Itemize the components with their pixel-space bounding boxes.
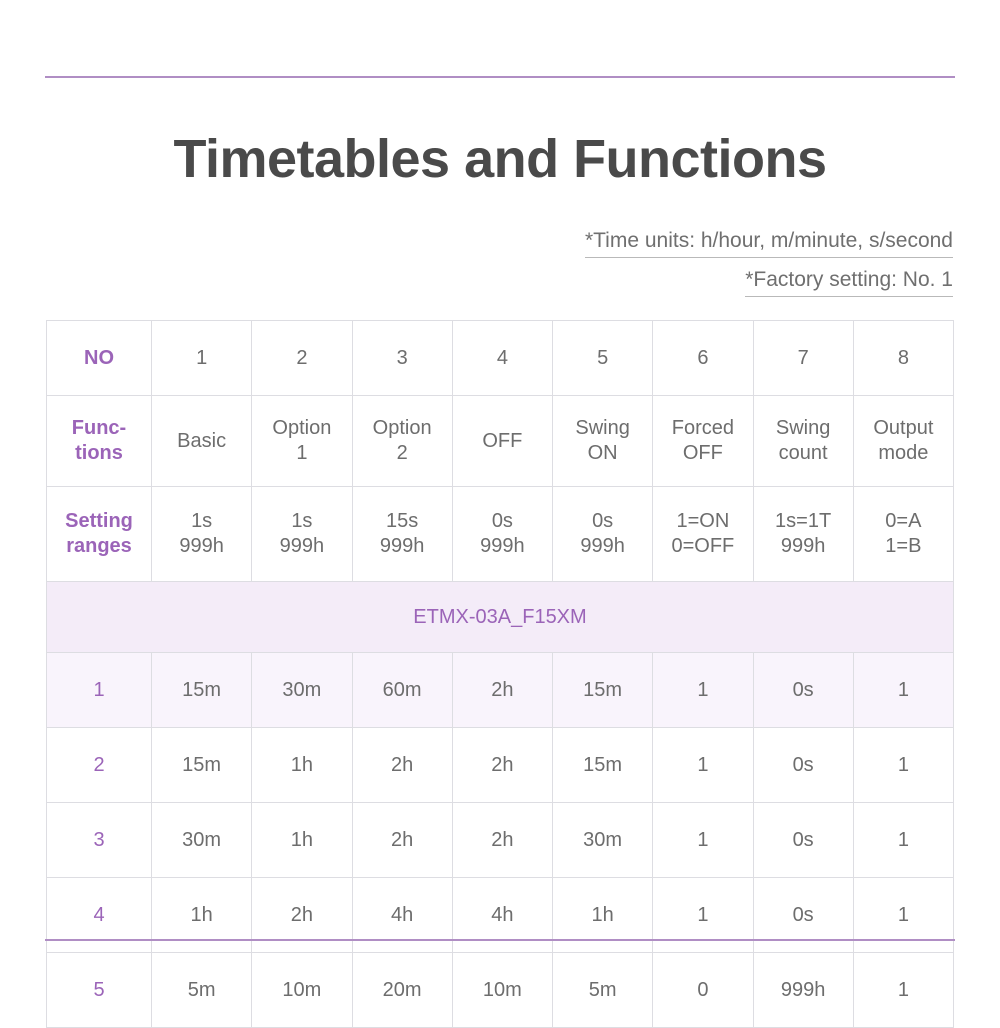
col-no-3: 3 bbox=[352, 321, 452, 396]
function-6-line2: OFF bbox=[682, 442, 723, 464]
cell: 2h bbox=[452, 653, 552, 728]
row-index: 5 bbox=[47, 953, 152, 1028]
function-1 bbox=[152, 396, 252, 487]
row-index: 4 bbox=[47, 878, 152, 953]
function-4-line1: OFF bbox=[482, 429, 523, 452]
function-3-line1: Option bbox=[372, 417, 432, 439]
setting-range-6-line2: 0=OFF bbox=[671, 535, 735, 557]
function-8-line1: Output bbox=[873, 417, 934, 439]
timetable-container bbox=[46, 320, 954, 1028]
row-header-functions bbox=[47, 396, 152, 487]
cell: 30m bbox=[252, 653, 352, 728]
cell: 4h bbox=[352, 878, 452, 953]
row-header-setting-ranges-line1: Setting bbox=[65, 510, 133, 532]
row-index: 3 bbox=[47, 803, 152, 878]
col-no-2: 2 bbox=[252, 321, 352, 396]
cell: 999h bbox=[753, 953, 853, 1028]
table-row bbox=[47, 878, 954, 953]
setting-range-3-line1: 15s bbox=[386, 510, 419, 532]
note-time-units: *Time units: h/hour, m/minute, s/second bbox=[585, 228, 953, 258]
cell: 1 bbox=[853, 653, 953, 728]
function-1-line1: Basic bbox=[177, 429, 227, 452]
setting-range-7 bbox=[753, 487, 853, 582]
top-divider bbox=[45, 76, 955, 78]
cell: 20m bbox=[352, 953, 452, 1028]
cell: 2h bbox=[452, 728, 552, 803]
table-row-functions bbox=[47, 396, 954, 487]
setting-range-4 bbox=[452, 487, 552, 582]
cell: 60m bbox=[352, 653, 452, 728]
cell: 15m bbox=[553, 653, 653, 728]
function-7-line1: Swing bbox=[775, 417, 831, 439]
cell: 1 bbox=[853, 728, 953, 803]
col-no-6: 6 bbox=[653, 321, 753, 396]
function-7 bbox=[753, 396, 853, 487]
setting-range-3 bbox=[352, 487, 452, 582]
setting-range-5-line2: 999h bbox=[580, 535, 625, 557]
table-row bbox=[47, 953, 954, 1028]
cell: 2h bbox=[352, 803, 452, 878]
cell: 1 bbox=[853, 878, 953, 953]
function-3-line2: 2 bbox=[396, 442, 408, 464]
cell: 1h bbox=[252, 803, 352, 878]
setting-range-3-line2: 999h bbox=[379, 535, 425, 557]
setting-range-5 bbox=[553, 487, 653, 582]
setting-range-8-line1: 0=A bbox=[885, 510, 922, 532]
model-name: ETMX-03A_F15XM bbox=[47, 582, 954, 653]
setting-range-8-line2: 1=B bbox=[885, 535, 922, 557]
cell: 0s bbox=[753, 803, 853, 878]
cell: 15m bbox=[152, 653, 252, 728]
cell: 10m bbox=[252, 953, 352, 1028]
cell: 5m bbox=[553, 953, 653, 1028]
cell: 2h bbox=[352, 728, 452, 803]
cell: 1 bbox=[653, 878, 753, 953]
cell: 4h bbox=[452, 878, 552, 953]
col-no-1: 1 bbox=[152, 321, 252, 396]
col-no-8: 8 bbox=[853, 321, 953, 396]
setting-range-1-line2: 999h bbox=[179, 535, 224, 557]
col-no-5: 5 bbox=[553, 321, 653, 396]
cell: 15m bbox=[152, 728, 252, 803]
bottom-divider bbox=[45, 939, 955, 941]
cell: 0s bbox=[753, 728, 853, 803]
cell: 30m bbox=[152, 803, 252, 878]
cell: 2h bbox=[252, 878, 352, 953]
setting-range-4-line1: 0s bbox=[491, 510, 513, 532]
function-2 bbox=[252, 396, 352, 487]
row-index: 2 bbox=[47, 728, 152, 803]
table-row-model bbox=[47, 582, 954, 653]
cell: 1h bbox=[553, 878, 653, 953]
table-row bbox=[47, 803, 954, 878]
function-6 bbox=[653, 396, 753, 487]
cell: 15m bbox=[553, 728, 653, 803]
function-8 bbox=[853, 396, 953, 487]
col-no-7: 7 bbox=[753, 321, 853, 396]
cell: 2h bbox=[452, 803, 552, 878]
table-row bbox=[47, 653, 954, 728]
setting-range-1 bbox=[152, 487, 252, 582]
table-row-setting-ranges bbox=[47, 487, 954, 582]
setting-range-4-line2: 999h bbox=[480, 535, 525, 557]
function-5-line2: ON bbox=[587, 442, 618, 464]
setting-range-7-line1: 1s=1T bbox=[775, 510, 832, 532]
table-row-no bbox=[47, 321, 954, 396]
cell: 0s bbox=[753, 653, 853, 728]
setting-range-5-line1: 0s bbox=[592, 510, 614, 532]
note-factory-setting: *Factory setting: No. 1 bbox=[745, 267, 953, 297]
cell: 1 bbox=[853, 953, 953, 1028]
col-no-4: 4 bbox=[452, 321, 552, 396]
function-8-line2: mode bbox=[878, 442, 929, 464]
cell: 1 bbox=[653, 653, 753, 728]
timetable bbox=[46, 320, 954, 1028]
cell: 10m bbox=[452, 953, 552, 1028]
table-row bbox=[47, 728, 954, 803]
setting-range-2 bbox=[252, 487, 352, 582]
setting-range-2-line1: 1s bbox=[291, 510, 313, 532]
setting-range-7-line2: 999h bbox=[780, 535, 826, 557]
notes-block bbox=[585, 228, 953, 306]
row-header-functions-line1: Func- bbox=[71, 417, 127, 439]
function-2-line1: Option bbox=[272, 417, 332, 439]
row-header-setting-ranges bbox=[47, 487, 152, 582]
row-header-no: NO bbox=[47, 321, 152, 396]
setting-range-6-line1: 1=ON bbox=[676, 510, 730, 532]
function-5 bbox=[553, 396, 653, 487]
cell: 5m bbox=[152, 953, 252, 1028]
cell: 0s bbox=[753, 878, 853, 953]
function-7-line2: count bbox=[778, 442, 828, 464]
cell: 1h bbox=[252, 728, 352, 803]
cell: 1 bbox=[653, 728, 753, 803]
cell: 1 bbox=[853, 803, 953, 878]
cell: 0 bbox=[653, 953, 753, 1028]
function-4 bbox=[452, 396, 552, 487]
function-5-line1: Swing bbox=[575, 417, 630, 439]
function-3 bbox=[352, 396, 452, 487]
row-index: 1 bbox=[47, 653, 152, 728]
setting-range-2-line2: 999h bbox=[279, 535, 325, 557]
function-2-line2: 1 bbox=[296, 442, 308, 464]
setting-range-6 bbox=[653, 487, 753, 582]
row-header-functions-line2: tions bbox=[75, 442, 123, 464]
page-title: Timetables and Functions bbox=[173, 129, 827, 189]
cell: 1h bbox=[152, 878, 252, 953]
cell: 30m bbox=[553, 803, 653, 878]
row-header-setting-ranges-line2: ranges bbox=[66, 535, 132, 557]
setting-range-1-line1: 1s bbox=[191, 510, 213, 532]
cell: 1 bbox=[653, 803, 753, 878]
setting-range-8 bbox=[853, 487, 953, 582]
function-6-line1: Forced bbox=[671, 417, 734, 439]
